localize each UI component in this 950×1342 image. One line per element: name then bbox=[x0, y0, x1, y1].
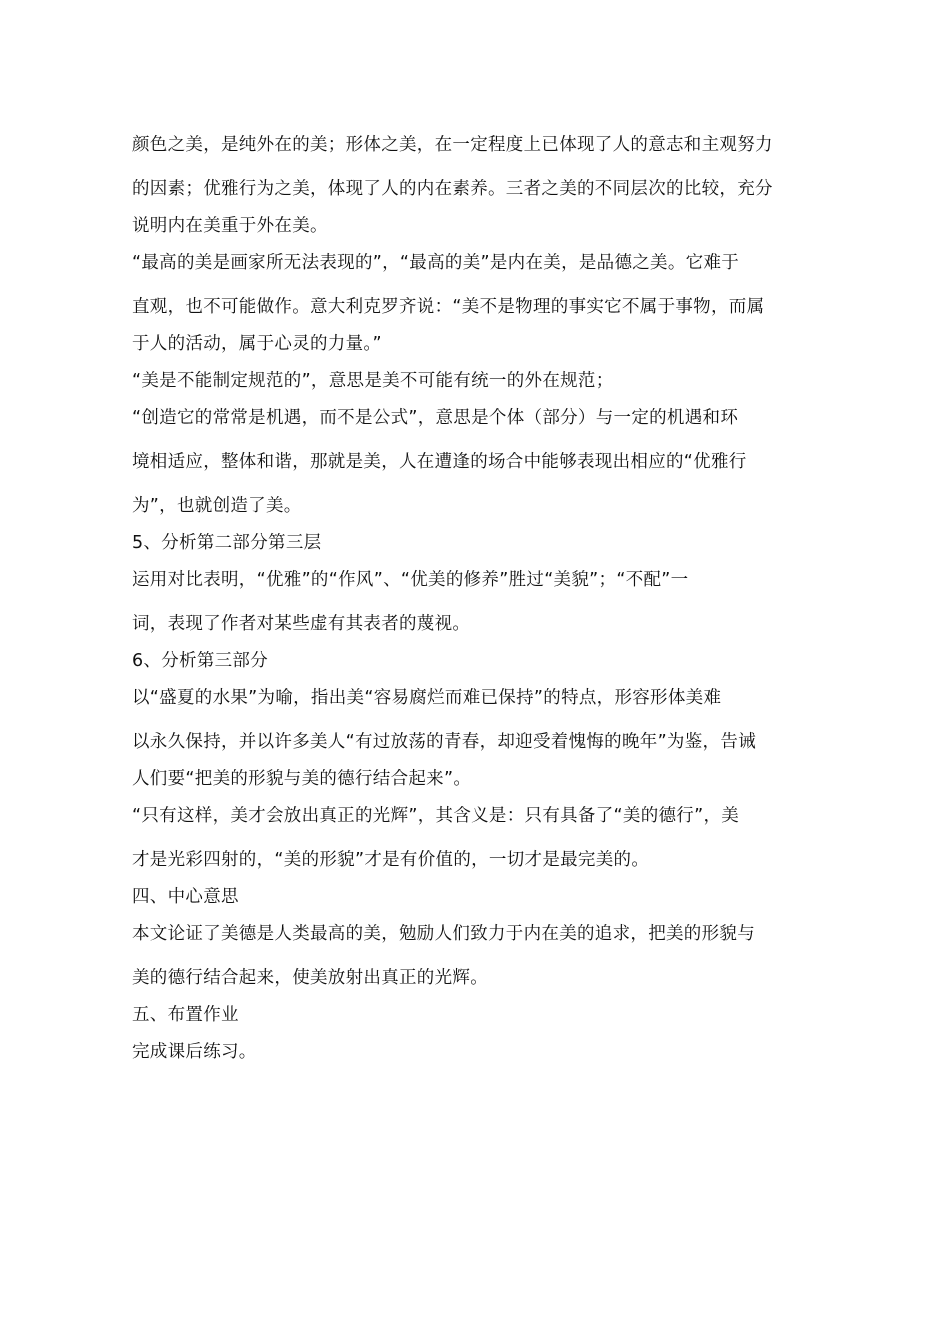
text-line: 直观，也不可能做作。意大利克罗齐说：“美不是物理的事实它不属于事物，而属 bbox=[132, 297, 765, 317]
text-line: 颜色之美，是纯外在的美；形体之美，在一定程度上已体现了人的意志和主观努力 bbox=[132, 135, 773, 155]
text-line: 词，表现了作者对某些虚有其表者的蔑视。 bbox=[132, 614, 471, 634]
paragraph-highest-beauty bbox=[132, 246, 822, 361]
text-line: 运用对比表明，“优雅”的“作风”、“优美的修养”胜过“美貌”；“不配”一 bbox=[132, 570, 689, 590]
section-heading-part3 bbox=[132, 644, 822, 678]
section-heading: 6、分析第三部分 bbox=[132, 651, 269, 671]
text-line: 的因素；优雅行为之美，体现了人的内在素养。三者之美的不同层次的比较，充分 bbox=[132, 179, 773, 199]
text-line: 说明内在美重于外在美。 bbox=[132, 216, 328, 236]
section-heading: 5、分析第二部分第三层 bbox=[132, 533, 322, 553]
paragraph-contrast bbox=[132, 563, 822, 641]
text-line: 为”，也就创造了美。 bbox=[132, 496, 302, 516]
paragraph-homework bbox=[132, 1035, 822, 1069]
paragraph-central-idea bbox=[132, 917, 822, 995]
section-heading: 五、布置作业 bbox=[132, 1005, 239, 1025]
text-line: 人们要“把美的形貌与美的德行结合起来”。 bbox=[132, 769, 472, 789]
paragraph-beauty-levels bbox=[132, 128, 822, 243]
text-line: 以“盛夏的水果”为喻，指出美“容易腐烂而难已保持”的特点，形容形体美难 bbox=[132, 688, 722, 708]
text-line: 美的德行结合起来，使美放射出真正的光辉。 bbox=[132, 968, 488, 988]
text-line: 完成课后练习。 bbox=[132, 1042, 257, 1062]
text-line: 以永久保持，并以许多美人“有过放荡的青春，却迎受着愧悔的晚年”为鉴，告诫 bbox=[132, 732, 756, 752]
section-heading-central-idea bbox=[132, 880, 822, 914]
text-line: 于人的活动，属于心灵的力量。” bbox=[132, 334, 382, 354]
section-heading-homework bbox=[132, 998, 822, 1032]
section-heading: 四、中心意思 bbox=[132, 887, 239, 907]
text-line: “创造它的常常是机遇，而不是公式”，意思是个体（部分）与一定的机遇和环 bbox=[132, 408, 739, 428]
section-heading-part2-layer3 bbox=[132, 526, 822, 560]
paragraph-opportunity bbox=[132, 401, 822, 523]
document-body bbox=[132, 128, 822, 1069]
paragraph-true-radiance bbox=[132, 799, 822, 877]
text-line: “只有这样，美才会放出真正的光辉”，其含义是：只有具备了“美的德行”，美 bbox=[132, 806, 740, 826]
paragraph-no-rules bbox=[132, 364, 822, 398]
paragraph-summer-fruit bbox=[132, 681, 822, 796]
text-line: 本文论证了美德是人类最高的美，勉励人们致力于内在美的追求，把美的形貌与 bbox=[132, 924, 755, 944]
text-line: 境相适应，整体和谐，那就是美，人在遭逢的场合中能够表现出相应的“优雅行 bbox=[132, 452, 747, 472]
text-line: “最高的美是画家所无法表现的”，“最高的美”是内在美，是品德之美。它难于 bbox=[132, 253, 740, 273]
text-line: “美是不能制定规范的”，意思是美不可能有统一的外在规范； bbox=[132, 371, 614, 391]
text-line: 才是光彩四射的，“美的形貌”才是有价值的，一切才是最完美的。 bbox=[132, 850, 650, 870]
